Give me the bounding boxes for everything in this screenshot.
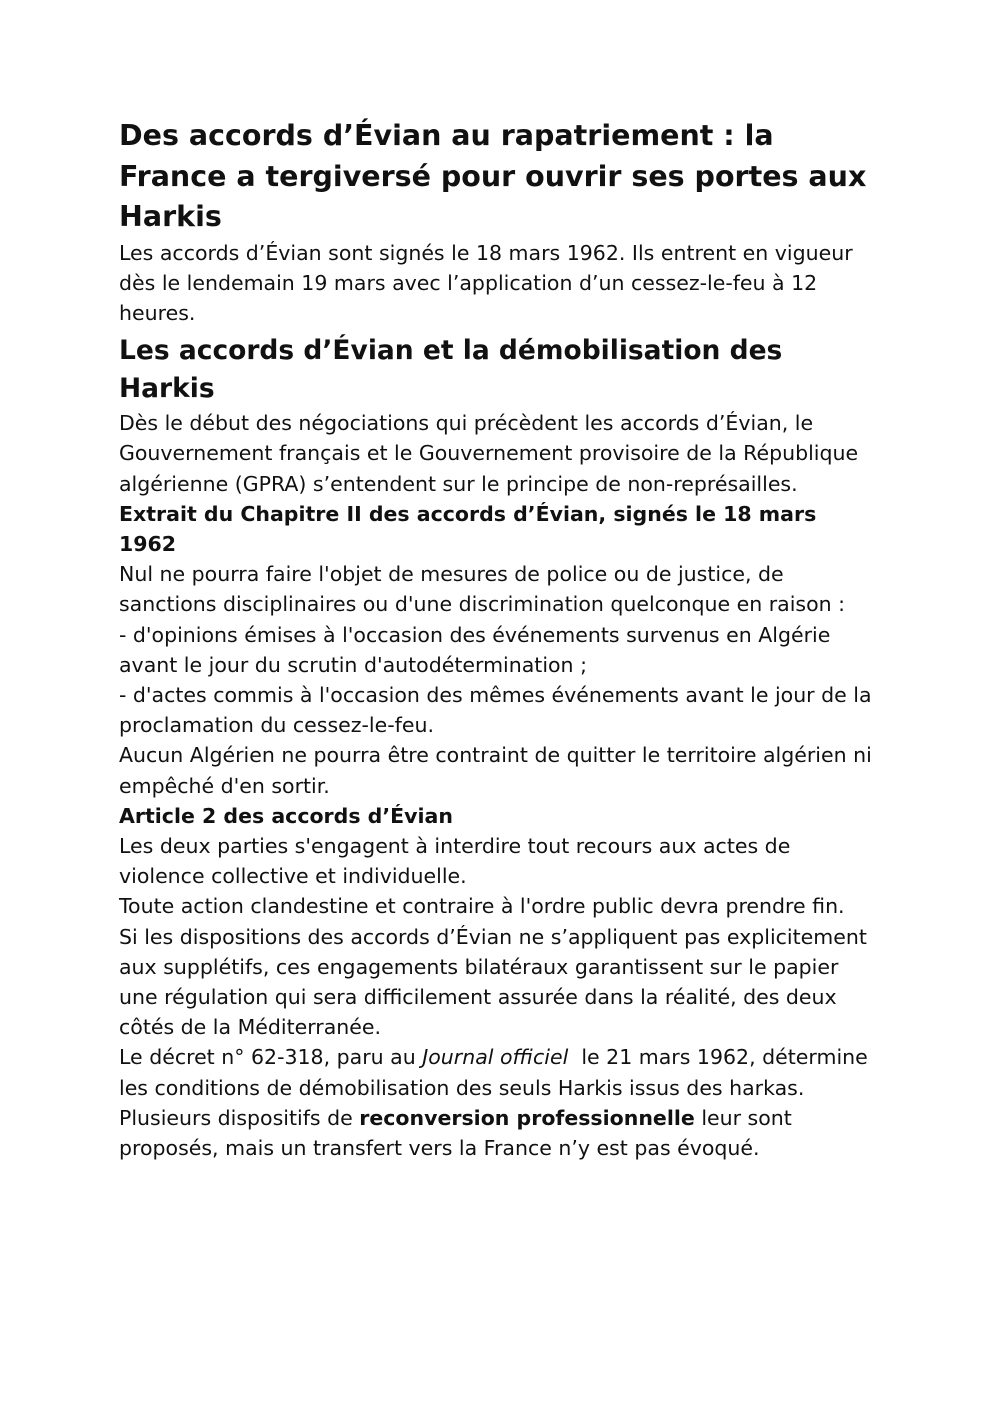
article2-line: Toute action clandestine et contraire à l'ordre public devra prendre fin. [119, 894, 845, 919]
decree-text: Le décret n° 62-318, paru au [119, 1045, 423, 1070]
article-title: Des accords d’Évian au rapatriement : la France a tergiversé pour ouvrir ses portes aux Harkis [119, 119, 867, 233]
document-page [119, 116, 879, 1163]
journal-officiel: Journal officiel [422, 1045, 569, 1070]
extract-line: Aucun Algérien ne pourra être contraint de quitter le territoire algérien ni empêché d'en sortir. [119, 743, 872, 798]
extract-heading: Extrait du Chapitre II des accords d’Évian, signés le 18 mars 1962 [119, 501, 817, 556]
article2-heading: Article 2 des accords d’Évian [119, 803, 453, 828]
article2-line: Les deux parties s'engagent à interdire tout recours aux actes de violence collective et individuelle. [119, 833, 791, 889]
decree-paragraph [119, 1042, 879, 1163]
reconversion-professionnelle: reconversion professionnelle [359, 1105, 695, 1130]
extract-line: Nul ne pourra faire l'objet de mesures de police ou de justice, de sanctions disciplinaires ou d'une discrimination quelconque en raison : [119, 562, 846, 617]
decree-text: le 21 mars 1962, détermine les conditions de démobilisation des seuls Harkis issus des harkas. Plusieurs dispositifs de [119, 1045, 875, 1130]
decree-text: leur sont proposés, mais un transfert vers la France n’y est pas évoqué. [119, 1105, 792, 1160]
extract-line: - d'actes commis à l'occasion des mêmes événements avant le jour de la proclamation du cessez-le-feu. [119, 682, 872, 738]
section-heading: Les accords d’Évian et la démobilisation des Harkis [119, 335, 783, 405]
section-intro-paragraph: Dès le début des négociations qui précèdent les accords d’Évian, le Gouvernement français et le Gouvernement provisoire de la République algérienne (GPRA) s’entendent sur le principe de non-représailles. [119, 411, 859, 496]
article2-line: Si les dispositions des accords d’Évian ne s’appliquent pas explicitement aux supplétifs, ces engagements bilatéraux garantissent sur le papier une régulation qui sera difficilement assurée dans la réalité, des deux côtés de la Méditerranée. [119, 924, 867, 1040]
intro-paragraph: Les accords d’Évian sont signés le 18 mars 1962. Ils entrent en vigueur dès le lendemain 19 mars avec l’application d’un cessez-le-feu à 12 heures. [119, 240, 853, 325]
extract-line: - d'opinions émises à l'occasion des événements survenus en Algérie avant le jour du scrutin d'autodétermination ; [119, 622, 831, 677]
